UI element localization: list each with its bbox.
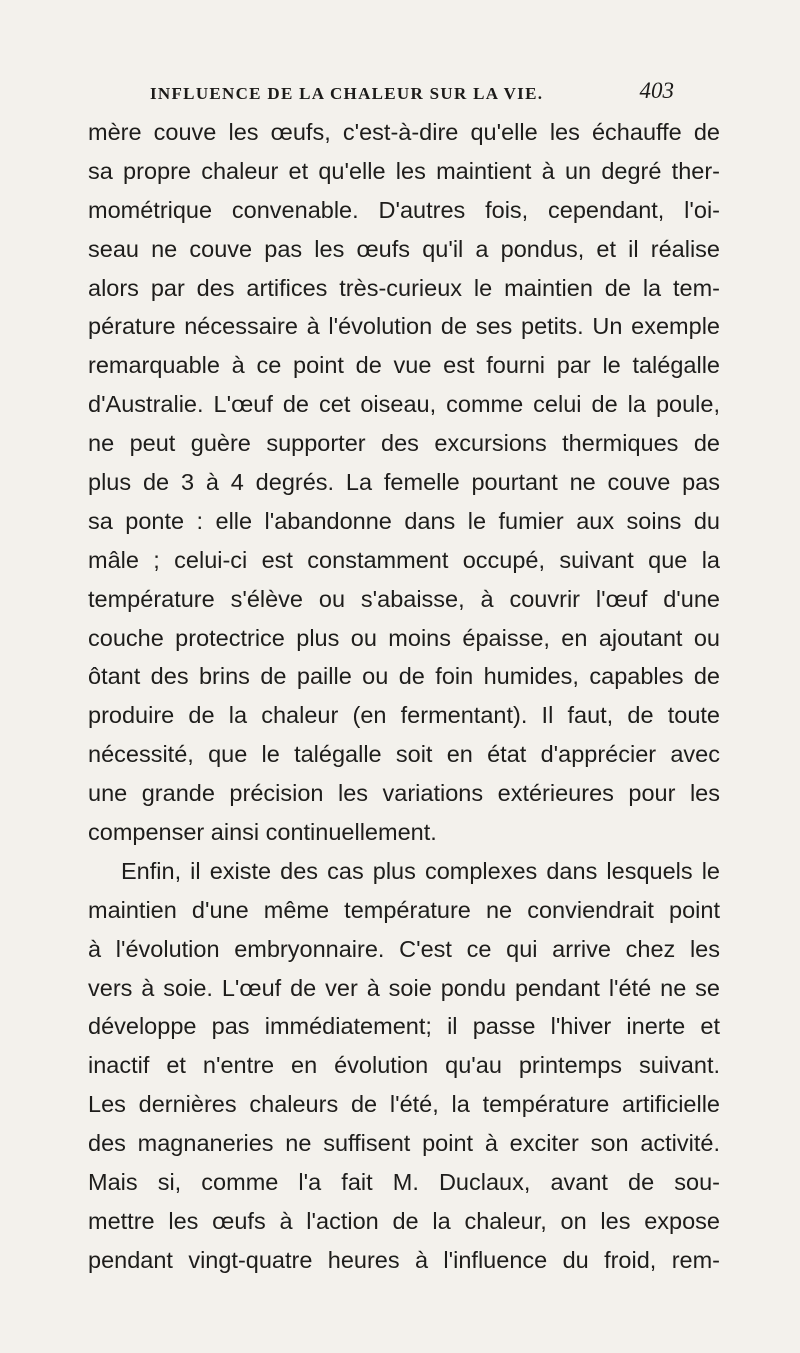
text-line: sa propre chaleur et qu'elle les maintient à un degré ther- bbox=[88, 157, 720, 184]
text-line: maintien d'une même température ne conviendrait point bbox=[88, 896, 720, 923]
text-line: produire de la chaleur (en fermentant). Il faut, de toute bbox=[88, 702, 720, 729]
text-line: alors par des artifices très-curieux le maintien de la tem- bbox=[88, 274, 720, 301]
text-line: d'Australie. L'œuf de cet oiseau, comme celui de la poule, bbox=[88, 391, 720, 418]
text-line: mâle ; celui-ci est constamment occupé, suivant que la bbox=[88, 546, 720, 573]
paragraph-end-line: compenser ainsi continuellement. bbox=[88, 819, 437, 846]
running-title: INFLUENCE DE LA CHALEUR SUR LA VIE. bbox=[150, 84, 544, 103]
body-text bbox=[88, 113, 720, 1280]
running-head bbox=[150, 78, 674, 108]
text-line: pendant vingt-quatre heures à l'influence du froid, rem- bbox=[88, 1246, 720, 1273]
page-number: 403 bbox=[639, 78, 674, 103]
text-line: mettre les œufs à l'action de la chaleur, on les expose bbox=[88, 1207, 720, 1234]
text-line: développe pas immédiatement; il passe l'hiver inerte et bbox=[88, 1013, 720, 1040]
text-line: ne peut guère supporter des excursions thermiques de bbox=[88, 430, 720, 457]
text-line: nécessité, que le talégalle soit en état d'apprécier avec bbox=[88, 741, 720, 768]
text-line: inactif et n'entre en évolution qu'au printemps suivant. bbox=[88, 1052, 720, 1079]
text-line: mométrique convenable. D'autres fois, cependant, l'oi- bbox=[88, 196, 720, 223]
text-line: Mais si, comme l'a fait M. Duclaux, avant de sou- bbox=[88, 1169, 720, 1196]
paragraph-start-line: Enfin, il existe des cas plus complexes dans lesquels le bbox=[121, 857, 720, 884]
text-line: une grande précision les variations extérieures pour les bbox=[88, 780, 720, 807]
text-line: pérature nécessaire à l'évolution de ses petits. Un exemple bbox=[88, 313, 720, 340]
text-line: à l'évolution embryonnaire. C'est ce qui arrive chez les bbox=[88, 935, 720, 962]
text-line: seau ne couve pas les œufs qu'il a pondus, et il réalise bbox=[88, 235, 720, 262]
text-line: sa ponte : elle l'abandonne dans le fumier aux soins du bbox=[88, 507, 720, 534]
text-line: Les dernières chaleurs de l'été, la température artificielle bbox=[88, 1091, 720, 1118]
text-line: couche protectrice plus ou moins épaisse, en ajoutant ou bbox=[88, 624, 720, 651]
text-line: des magnaneries ne suffisent point à exciter son activité. bbox=[88, 1130, 720, 1157]
text-line: remarquable à ce point de vue est fourni par le talégalle bbox=[88, 352, 720, 379]
text-line: température s'élève ou s'abaisse, à couvrir l'œuf d'une bbox=[88, 585, 720, 612]
text-line: mère couve les œufs, c'est-à-dire qu'elle les échauffe de bbox=[88, 119, 720, 145]
text-line: plus de 3 à 4 degrés. La femelle pourtant ne couve pas bbox=[88, 469, 720, 496]
text-line: ôtant des brins de paille ou de foin humides, capables de bbox=[88, 663, 720, 690]
text-line: vers à soie. L'œuf de ver à soie pondu pendant l'été ne se bbox=[88, 974, 720, 1001]
